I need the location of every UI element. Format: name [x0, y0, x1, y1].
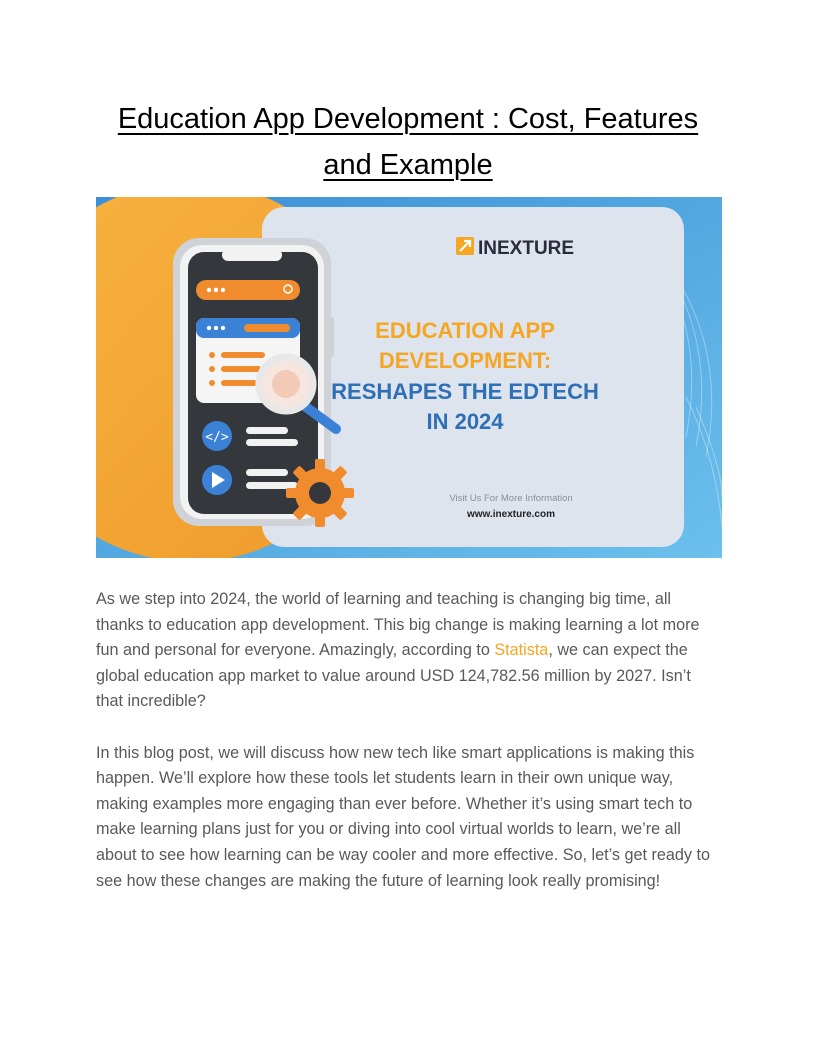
paragraph-1-text-start: As we step into 2024, the world of learning and teaching is changing big time, all thanks to education app development. This big change is making learning a lot more fun and personal for everyone. Amazingly, according to — [96, 590, 700, 660]
paragraph-2: In this blog post, we will discuss how new tech like smart applications is making this happen. We’ll explore how these tools let students learn in their own unique way, making examples more engaging than ever before. Whether it’s using smart tech to make learning plans just for you or diving into cool virtual worlds to learn, we’re all about to see how learning can be way cooler and more effective. So, let’s get ready to see how these changes are making the future of learning look really promising! — [96, 743, 711, 890]
headline-line-2: DEVELOPMENT: — [378, 348, 552, 373]
article-body — [96, 587, 720, 920]
hero-banner — [96, 197, 722, 558]
paragraph-1 — [96, 587, 720, 715]
title-line-1: Education App Development : Cost, Features — [117, 103, 699, 135]
headline-line-3: RESHAPES THE EDTECH — [331, 379, 599, 404]
statista-link[interactable]: Statista — [494, 641, 549, 660]
document-title — [96, 96, 720, 188]
paragraph-1-text-end: , we can expect the global education app market to value around USD 124,782.56 million by 2027. Isn’t that incredible? — [96, 641, 691, 711]
title-line-2: and Example — [323, 149, 493, 181]
svg-text:</>: </> — [205, 430, 229, 445]
headline-line-1: EDUCATION APP — [375, 318, 555, 343]
brand-name: INEXTURE — [478, 238, 575, 259]
visit-text: Visit Us For More Information — [449, 493, 573, 504]
website-url[interactable]: www.inexture.com — [467, 509, 555, 520]
gear-icon — [286, 459, 354, 527]
headline-line-4: IN 2024 — [426, 409, 504, 434]
